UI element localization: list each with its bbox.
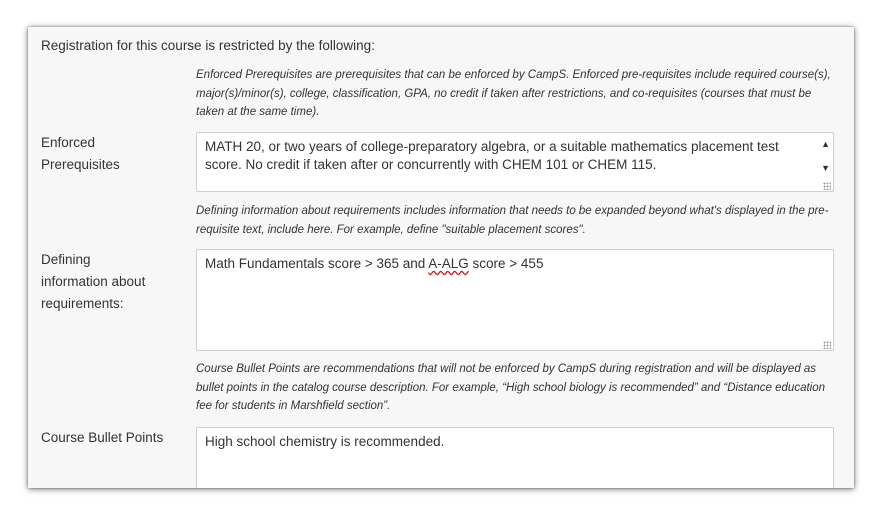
course-bullet-points-value: High school chemistry is recommended.	[205, 434, 445, 449]
enforced-prerequisites-value: MATH 20, or two years of college-preparatory algebra, or a suitable mathematics placement test score. No credit if taken after or concurrently with CHEM 101 or CHEM 115.	[205, 139, 779, 172]
defining-information-label	[41, 249, 191, 315]
course-bullet-points-help: Course Bullet Points are recommendations that will not be enforced by CampS during registration and will be displayed as bullet points in the catalog course description. For example, “High school biology is recommended” and “Distance education fee for students in Marshfield section”.	[196, 363, 826, 412]
defining-information-value-end: score > 455	[468, 256, 544, 271]
defining-information-help: Defining information about requirements includes information that needs to be expanded beyond what's displayed in the pre-requisite text, include here. For example, define "suitable placement scores".	[196, 205, 829, 236]
defining-information-label-line2: information about	[41, 274, 146, 289]
course-bullet-points-textarea[interactable]	[196, 427, 834, 488]
enforced-prerequisites-label-line2: Prerequisites	[41, 157, 120, 172]
scroll-down-arrow-icon[interactable]: ▼	[821, 163, 830, 173]
defining-information-label-line3: requirements:	[41, 296, 124, 311]
course-restrictions-panel	[28, 27, 854, 488]
enforced-prerequisites-label-line1: Enforced	[41, 135, 96, 150]
scroll-up-arrow-icon[interactable]: ▲	[821, 139, 830, 149]
enforced-prerequisites-help: Enforced Prerequisites are prerequisites that can be enforced by CampS. Enforced pre-requisites include required course(s), major(s)/minor(s), college, classification, GPA, no credit if taken after restrictions, and co-requisites (courses that must be taken at the same time).	[196, 69, 831, 118]
section-heading: Registration for this course is restricted by the following:	[41, 38, 375, 53]
defining-information-value-start: Math Fundamentals score > 365 and	[205, 256, 429, 271]
resize-grip-icon[interactable]	[823, 182, 831, 190]
resize-grip-icon[interactable]	[823, 341, 831, 349]
spellcheck-flagged-word: A-ALG	[428, 256, 469, 271]
course-bullet-points-label: Course Bullet Points	[41, 430, 164, 445]
enforced-prerequisites-label	[41, 132, 191, 176]
defining-information-label-line1: Defining	[41, 252, 91, 267]
defining-information-textarea[interactable]	[196, 249, 834, 351]
enforced-prerequisites-textarea[interactable]	[196, 132, 834, 192]
